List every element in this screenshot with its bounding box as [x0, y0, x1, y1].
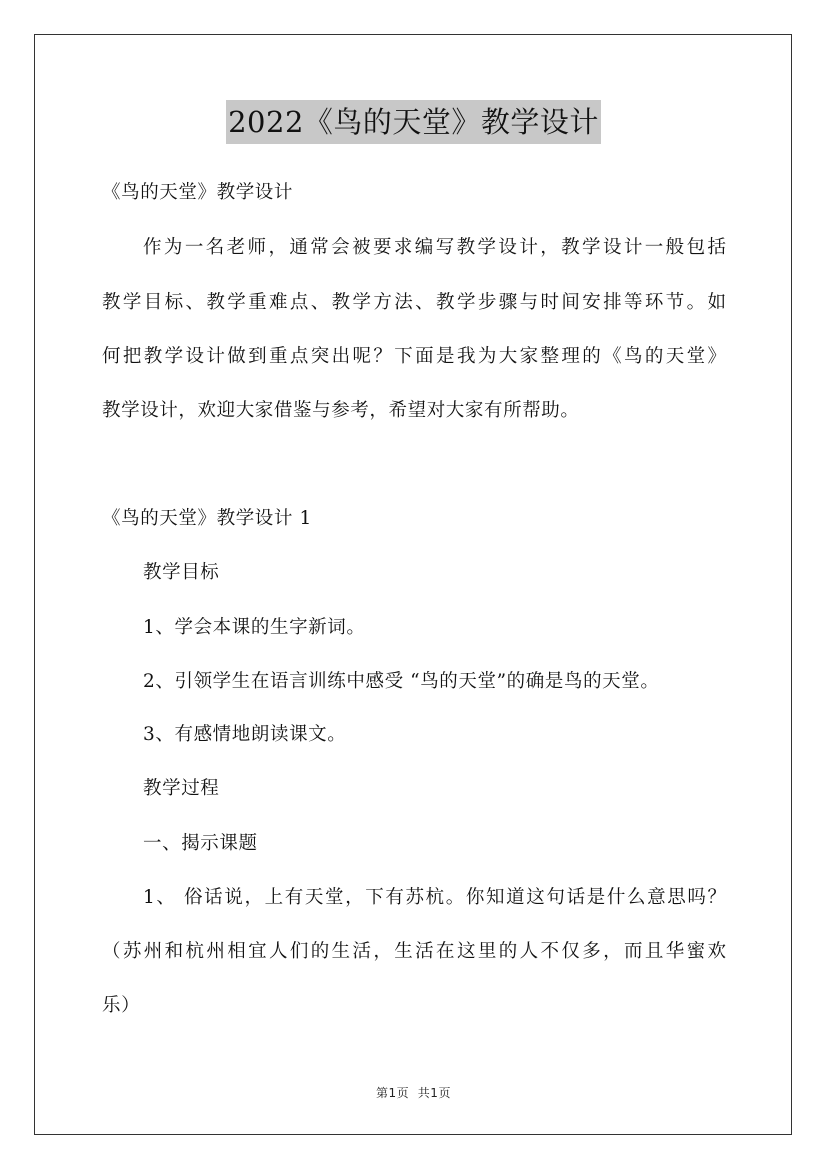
process-heading: 教学过程 — [143, 778, 220, 799]
intro-line-4: 教学设计，欢迎大家借鉴与参考，希望对大家有所帮助。 — [102, 400, 580, 421]
step1-line-3: 乐） — [102, 995, 141, 1016]
goals-heading: 教学目标 — [143, 562, 220, 583]
intro-line-1: 作为一名老师，通常会被要求编写教学设计，教学设计一般包括 — [143, 237, 726, 258]
document-title-wrap — [0, 100, 827, 144]
step1-heading: 一、揭示课题 — [143, 833, 258, 854]
goal-item-3: 3、有感情地朗读课文。 — [143, 724, 347, 745]
document-title: 2022《鸟的天堂》教学设计 — [226, 100, 601, 144]
page-footer — [0, 1084, 827, 1101]
subtitle: 《鸟的天堂》教学设计 — [102, 182, 294, 203]
step1-line-1: 1、 俗话说，上有天堂，下有苏杭。你知道这句话是什么意思吗？ — [143, 887, 726, 908]
goal-item-1: 1、学会本课的生字新词。 — [143, 617, 366, 638]
page-number: 第1页 共1页 — [376, 1086, 451, 1100]
step1-line-2: （苏州和杭州相宜人们的生活，生活在这里的人不仅多，而且华蜜欢 — [102, 941, 726, 962]
section-heading: 《鸟的天堂》教学设计 1 — [102, 508, 312, 529]
intro-line-3: 何把教学设计做到重点突出呢？下面是我为大家整理的《鸟的天堂》 — [102, 346, 726, 367]
goal-item-2: 2、引领学生在语言训练中感受 “鸟的天堂”的确是鸟的天堂。 — [143, 671, 660, 692]
intro-line-2: 教学目标、教学重难点、教学方法、教学步骤与时间安排等环节。如 — [102, 292, 726, 313]
